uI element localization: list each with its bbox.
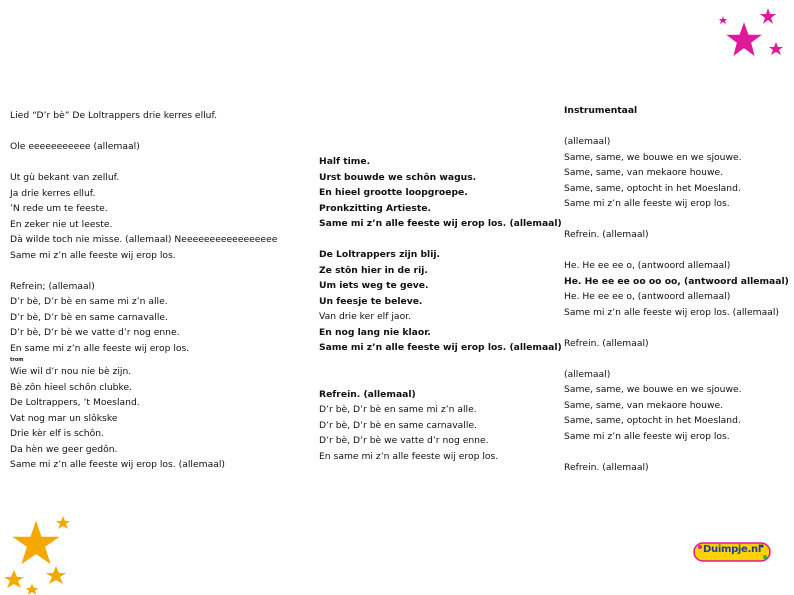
verse-line: En nog lang nie klaor. (319, 326, 431, 338)
verse-line: De Loltrappers zijn blij. (319, 249, 440, 260)
verse-line: Ja drie kerres elluf. (10, 187, 96, 199)
verse-line: Same, same, optocht in het Moesland. (564, 182, 741, 194)
verse-line: En hieel grootte loopgroepe. (319, 187, 468, 198)
verse-line: Da hèn we geer gedôn. (10, 443, 118, 455)
verse-line: Same, same, optocht in het Moesland. (564, 415, 741, 426)
refrain-line: D’r bè, D’r bè en same mi z’n alle. (319, 404, 477, 415)
verse-line: Ut gù bekant van zelluf. (10, 172, 120, 183)
refrain-label: Refrein. (allemaal) (564, 461, 649, 473)
instrumental-label: Instrumentaal (564, 105, 638, 116)
star-icon (760, 8, 776, 24)
call-response-line: He. He ee ee o, (antwoord allemaal) (564, 260, 731, 271)
verse-line: ’N rede um te feeste. (10, 203, 108, 214)
star-icon (719, 16, 727, 24)
star-icon (4, 570, 24, 588)
verse-line: Vat nog mar un slôkske (10, 412, 118, 424)
verse-line: Um iets weg te geve. (319, 280, 429, 291)
star-icon (46, 566, 66, 584)
verse-line: Urst bouwde we schôn wagus. (319, 171, 477, 183)
block-label: (allemaal) (564, 368, 611, 380)
magenta-stars-decoration (714, 6, 794, 68)
verse-line: Same, same, we bouwe en we sjouwe. (564, 151, 742, 163)
star-icon (26, 584, 38, 595)
middle-column (319, 154, 562, 464)
verse-line: Wie wil d’r nou nie bè zijn. (10, 366, 132, 377)
gold-stars-decoration (0, 510, 80, 595)
verse-line: Van drie ker elf jaor. (319, 311, 412, 322)
verse-line: Half time. (319, 156, 371, 167)
refrain-label: Refrein. (allemaal) (564, 229, 649, 240)
verse-line: Same mi z’n alle feeste wij erop los. (allemaal) (319, 218, 562, 229)
star-icon (56, 516, 70, 529)
verse-line: Un feesje te beleve. (319, 295, 423, 307)
refrain-line: D’r bè, D’r bè en same mi z’n alle. (10, 296, 168, 307)
verse-line: Drie kèr elf is schôn. (10, 428, 104, 439)
refrain-label: Refrein. (allemaal) (319, 388, 416, 400)
right-column (564, 103, 789, 475)
call-response-line: He. He ee ee oo oo oo, (antwoord allemaal) (564, 275, 789, 287)
verse-line: Same, same, we bouwe en we sjouwe. (564, 384, 742, 395)
refrain-line: En same mi z’n alle feeste wij erop los. (319, 450, 499, 462)
intro-line: Ole eeeeeeeeeee (allemaal) (10, 141, 140, 152)
star-icon (769, 42, 783, 55)
site-logo (692, 541, 772, 563)
call-response-line: Same mi z’n alle feeste wij erop los. (allemaal) (564, 306, 779, 318)
refrain-line: D’r bè, D’r bè en same carnavalle. (10, 311, 168, 323)
left-column (10, 108, 277, 473)
verse-line: Pronkzitting Artieste. (319, 202, 431, 214)
refrain-label: Refrein. (allemaal) (564, 337, 649, 349)
refrain-line: D’r bè, D’r bè we vatte d’r nog enne. (319, 435, 489, 446)
verse-line: Same mi z’n alle feeste wij erop los. (564, 198, 730, 209)
verse-line: En zeker nie ut leeste. (10, 218, 113, 230)
verse-line: Bè zôn hieel schôn clubke. (10, 381, 133, 393)
refrain-line: D’r bè, D’r bè we vatte d’r nog enne. (10, 327, 180, 338)
star-icon (724, 20, 764, 58)
logo-text: Duimpje.nl (703, 544, 761, 555)
verse-line: De Loltrappers, ’t Moesland. (10, 397, 140, 408)
verse-line: Same mi z’n alle feeste wij erop los. (allemaal) (10, 459, 225, 470)
refrain-line: D’r bè, D’r bè en same carnavalle. (319, 419, 477, 431)
verse-line: Same mi z’n alle feeste wij erop los. (564, 430, 730, 442)
verse-line: Same mi z’n alle feeste wij erop los. (allemaal) (319, 342, 562, 353)
call-response-line: He. He ee ee o, (antwoord allemaal) (564, 291, 731, 302)
block-label: (allemaal) (564, 136, 611, 147)
verse-line: Dà wilde toch nie misse. (allemaal) Neeeeeeeeeeeeeeeee (10, 234, 278, 245)
refrain-line: En same mi z’n alle feeste wij erop los. (10, 342, 190, 354)
refrain-label: Refrein; (allemaal) (10, 280, 95, 292)
verse-line: Ze stôn hier in de rij. (319, 264, 428, 276)
verse-line: Same, same, van mekaore houwe. (564, 399, 724, 411)
verse-line: Same, same, van mekaore houwe. (564, 167, 724, 178)
small-note: trom (10, 357, 24, 363)
song-title: Lied “D’r bè” De Loltrappers drie kerres elluf. (10, 110, 217, 121)
verse-line: Same mi z’n alle feeste wij erop los. (10, 249, 176, 261)
star-icon (10, 518, 62, 566)
